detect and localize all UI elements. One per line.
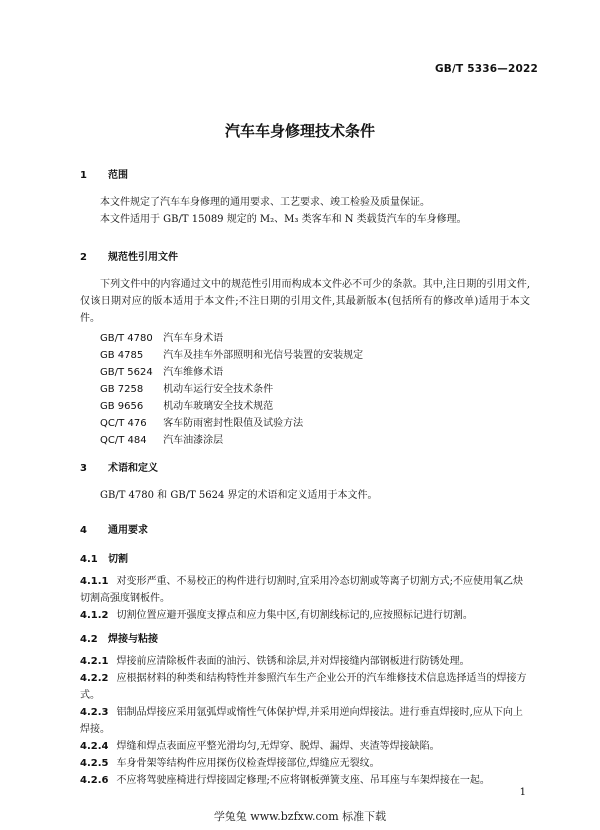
reference-title: 机动车运行安全技术条件 <box>163 384 274 395</box>
reference-item <box>100 380 273 395</box>
clause-text: 铝制品焊接应采用氩弧焊或惰性气体保护焊,并采用逆向焊接法。进行垂直焊接时,应从下向上焊接。 <box>80 707 523 735</box>
clause-item <box>80 670 530 704</box>
clause-number: 4.2.2 <box>80 673 109 684</box>
clause-text: 切割位置应避开强度支撑点和应力集中区,有切割线标记的,应按照标记进行切割。 <box>116 610 473 621</box>
section-title: 切割 <box>108 554 128 565</box>
section-1-heading <box>80 166 128 181</box>
reference-code: GB/T 4780 <box>100 333 153 344</box>
section-title: 通用要求 <box>108 525 148 536</box>
section-number: 4 <box>80 525 87 536</box>
clause-number: 4.1.1 <box>80 576 109 587</box>
reference-code: QC/T 476 <box>100 418 147 429</box>
section-title: 焊接与粘接 <box>108 634 158 645</box>
section-title: 规范性引用文件 <box>108 252 178 263</box>
reference-code: GB/T 5624 <box>100 367 153 378</box>
section-4-1-heading <box>80 550 128 565</box>
paragraph: 本文件适用于 GB/T 15089 规定的 M₂、M₃ 类客车和 N 类载货汽车的车身修理。 <box>100 214 467 225</box>
clause-number: 4.2.3 <box>80 707 109 718</box>
section-number: 3 <box>80 463 87 474</box>
section-4-heading <box>80 521 148 536</box>
reference-item <box>100 414 303 429</box>
clause-item <box>80 653 530 670</box>
clause-text: 应根据材料的种类和结构特性并参照汽车生产企业公开的汽车维修技术信息选择适当的焊接方式。 <box>80 673 527 701</box>
reference-code: QC/T 484 <box>100 435 147 446</box>
clause-number: 4.2.1 <box>80 656 109 667</box>
reference-title: 汽车油漆涂层 <box>163 435 224 446</box>
section-title: 术语和定义 <box>108 463 158 474</box>
clause-number: 4.1.2 <box>80 610 109 621</box>
paragraph: GB/T 4780 和 GB/T 5624 界定的术语和定义适用于本文件。 <box>100 490 378 501</box>
reference-item <box>100 329 223 344</box>
reference-code: GB 4785 <box>100 350 144 361</box>
clause-item <box>80 607 530 624</box>
reference-item <box>100 431 223 446</box>
clause-item <box>80 704 530 738</box>
reference-item <box>100 346 363 361</box>
reference-code: GB 9656 <box>100 401 144 412</box>
section-title: 范围 <box>108 170 128 181</box>
clause-text: 不应将驾驶座椅进行焊接固定修理;不应将钢板弹簧支座、吊耳座与车架焊接在一起。 <box>116 775 490 786</box>
clause-text: 对变形严重、不易校正的构件进行切割时,宜采用冷态切割或等离子切割方式;不应使用氧乙炔切割高强度钢板件。 <box>80 576 524 604</box>
clause-number: 4.2.5 <box>80 758 109 769</box>
document-title: 汽车车身修理技术条件 <box>224 122 375 140</box>
clause-number: 4.2.4 <box>80 741 109 752</box>
clause-text: 车身骨架等结构件应用探伤仪检查焊接部位,焊缝应无裂纹。 <box>116 758 380 769</box>
clause-text: 焊接前应清除板件表面的油污、铁锈和涂层,并对焊接缝内部钢板进行防锈处理。 <box>116 656 470 667</box>
reference-title: 汽车维修术语 <box>163 367 224 378</box>
reference-item <box>100 397 273 412</box>
paragraph: 本文件规定了汽车车身修理的通用要求、工艺要求、竣工检验及质量保证。 <box>100 197 430 208</box>
section-2-heading <box>80 248 178 263</box>
reference-title: 汽车及挂车外部照明和光信号装置的安装规定 <box>163 350 364 361</box>
reference-title: 机动车玻璃安全技术规范 <box>163 401 274 412</box>
reference-title: 汽车车身术语 <box>163 333 224 344</box>
clause-item <box>80 772 530 789</box>
clause-text: 焊缝和焊点表面应平整光滑均匀,无焊穿、脱焊、漏焊、夹渣等焊接缺陷。 <box>116 741 440 752</box>
section-number: 1 <box>80 170 87 181</box>
clause-item <box>80 573 530 607</box>
reference-title: 客车防雨密封性限值及试验方法 <box>163 418 304 429</box>
paragraph: 下列文件中的内容通过文中的规范性引用而构成本文件必不可少的条款。其中,注日期的引用文件,仅该日期对应的版本适用于本文件;不注日期的引用文件,其最新版本(包括所有的修改单)适用于本文件。 <box>80 279 530 324</box>
section-3-heading <box>80 459 158 474</box>
section-number: 4.2 <box>80 634 98 645</box>
page-number: 1 <box>519 787 526 798</box>
section-4-2-heading <box>80 630 158 645</box>
clause-item <box>80 738 530 755</box>
section-number: 4.1 <box>80 554 98 565</box>
footer-watermark-text[interactable]: 学兔兔 www.bzfxw.com 标准下载 <box>213 810 387 823</box>
clause-number: 4.2.6 <box>80 775 109 786</box>
reference-code: GB 7258 <box>100 384 144 395</box>
reference-item <box>100 363 223 378</box>
section-number: 2 <box>80 252 87 263</box>
clause-item <box>80 755 530 772</box>
standard-number: GB/T 5336—2022 <box>434 63 538 75</box>
